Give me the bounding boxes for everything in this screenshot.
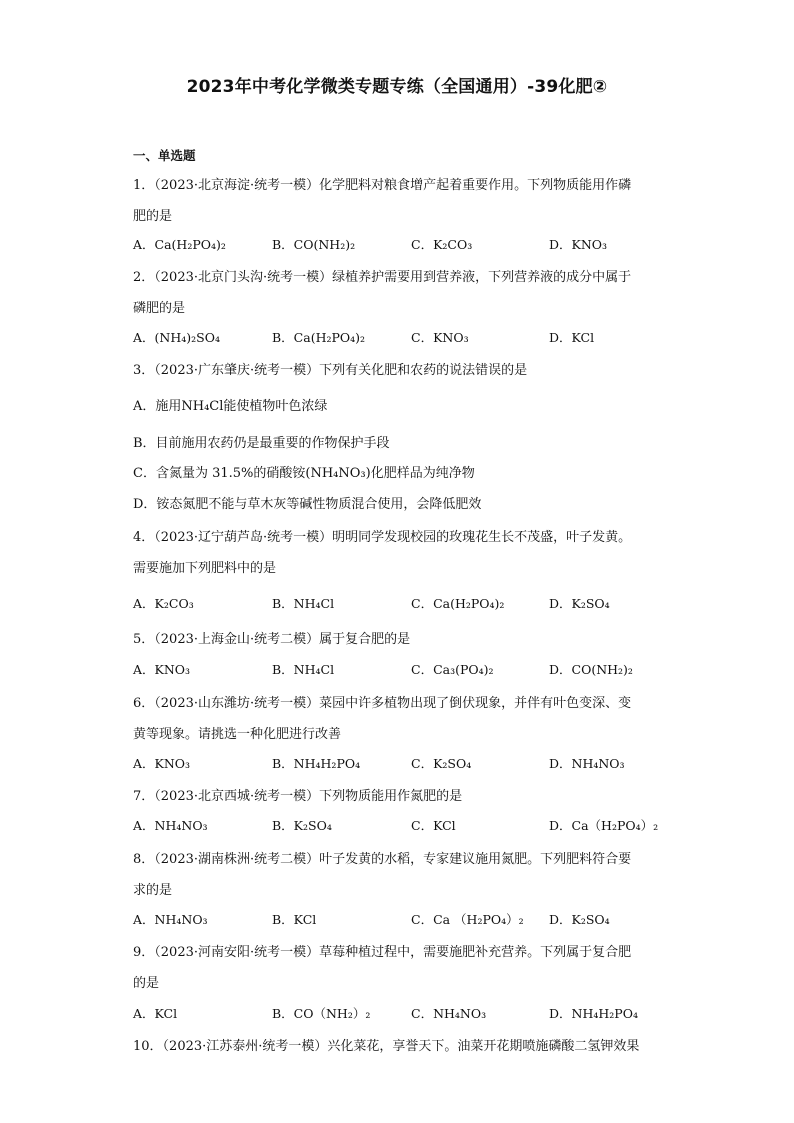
- question-9-stem-cont: 的是: [133, 976, 160, 991]
- question-1-stem-cont: 肥的是: [133, 209, 173, 224]
- question-5-stem: 5．（2023·上海金山·统考二模）属于复合肥的是: [133, 632, 411, 647]
- question-1-options: [133, 235, 693, 253]
- option-a[interactable]: A．(NH₄)₂SO₄: [133, 330, 220, 345]
- option-b[interactable]: B．CO(NH₂)₂: [272, 237, 356, 252]
- option-a[interactable]: A．K₂CO₃: [133, 596, 194, 611]
- question-2-stem-cont: 磷肥的是: [133, 301, 186, 316]
- page-title: 2023年中考化学微类专题专练（全国通用）-39化肥②: [186, 77, 608, 97]
- option-a[interactable]: A．KNO₃: [133, 662, 191, 677]
- option-d[interactable]: D．Ca（H₂PO₄）₂: [549, 818, 659, 833]
- option-a[interactable]: A．KNO₃: [133, 756, 191, 771]
- option-d[interactable]: D．NH₄H₂PO₄: [549, 1006, 638, 1021]
- option-a[interactable]: A．NH₄NO₃: [133, 818, 208, 833]
- question-8-stem-cont: 求的是: [133, 883, 173, 898]
- option-c[interactable]: C．K₂SO₄: [411, 756, 472, 771]
- question-3-choice-b[interactable]: B．目前施用农药仍是最重要的作物保护手段: [133, 436, 390, 451]
- question-1-stem: 1．（2023·北京海淀·统考一模）化学肥料对粮食增产起着重要作用。下列物质能用作磷: [133, 178, 632, 193]
- question-2-options: [133, 328, 693, 346]
- question-3-choice-a[interactable]: A．施用NH₄Cl能使植物叶色浓绿: [133, 399, 328, 414]
- option-a[interactable]: A．NH₄NO₃: [133, 912, 208, 927]
- question-5-options: [133, 660, 693, 678]
- option-b[interactable]: B．NH₄H₂PO₄: [272, 756, 361, 771]
- question-3-choice-d[interactable]: D．铵态氮肥不能与草木灰等碱性物质混合使用，会降低肥效: [133, 497, 482, 512]
- question-6-options: [133, 754, 693, 772]
- option-d[interactable]: D．KCl: [549, 330, 595, 345]
- option-c[interactable]: C．K₂CO₃: [411, 237, 473, 252]
- option-d[interactable]: D．K₂SO₄: [549, 912, 610, 927]
- question-3-choice-c[interactable]: C．含氮量为 31.5%的硝酸铵(NH₄NO₃)化肥样品为纯净物: [133, 466, 475, 481]
- option-d[interactable]: D．K₂SO₄: [549, 596, 610, 611]
- option-d[interactable]: D．CO(NH₂)₂: [549, 662, 633, 677]
- option-c[interactable]: C．Ca （H₂PO₄）₂: [411, 912, 524, 927]
- question-4-stem: 4．（2023·辽宁葫芦岛·统考一模）明明同学发现校园的玫瑰花生长不茂盛，叶子发黄。: [133, 530, 632, 545]
- option-a[interactable]: A．KCl: [133, 1006, 178, 1021]
- section-heading: 一、单选题: [133, 148, 196, 163]
- option-c[interactable]: C．KCl: [411, 818, 456, 833]
- option-c[interactable]: C．NH₄NO₃: [411, 1006, 487, 1021]
- question-10-stem: 10．（2023·江苏泰州·统考一模）兴化菜花，享誉天下。油菜开花期喷施磷酸二氢钾效果: [133, 1039, 640, 1054]
- question-8-options: [133, 910, 693, 928]
- option-b[interactable]: B．KCl: [272, 912, 317, 927]
- question-3-stem: 3．（2023·广东肇庆·统考一模）下列有关化肥和农药的说法错误的是: [133, 363, 528, 378]
- option-b[interactable]: B．NH₄Cl: [272, 662, 335, 677]
- question-9-stem: 9．（2023·河南安阳·统考一模）草莓种植过程中，需要施肥补充营养。下列属于复合肥: [133, 945, 632, 960]
- option-c[interactable]: C．KNO₃: [411, 330, 469, 345]
- question-8-stem: 8．（2023·湖南株洲·统考二模）叶子发黄的水稻，专家建议施用氮肥。下列肥料符合要: [133, 852, 632, 867]
- option-b[interactable]: B．Ca(H₂PO₄)₂: [272, 330, 366, 345]
- question-4-stem-cont: 需要施加下列肥料中的是: [133, 561, 277, 576]
- option-b[interactable]: B．NH₄Cl: [272, 596, 335, 611]
- option-b[interactable]: B．CO（NH₂）₂: [272, 1006, 371, 1021]
- question-7-options: [133, 816, 693, 834]
- question-6-stem: 6．（2023·山东潍坊·统考一模）菜园中许多植物出现了倒伏现象，并伴有叶色变深、变: [133, 696, 632, 711]
- option-a[interactable]: A．Ca(H₂PO₄)₂: [133, 237, 226, 252]
- question-2-stem: 2．（2023·北京门头沟·统考一模）绿植养护需要用到营养液，下列营养液的成分中属于: [133, 270, 632, 285]
- option-b[interactable]: B．K₂SO₄: [272, 818, 332, 833]
- question-4-options: [133, 594, 693, 612]
- option-d[interactable]: D．NH₄NO₃: [549, 756, 625, 771]
- option-d[interactable]: D．KNO₃: [549, 237, 608, 252]
- question-9-options: [133, 1004, 693, 1022]
- question-6-stem-cont: 黄等现象。请挑选一种化肥进行改善: [133, 727, 342, 742]
- option-c[interactable]: C．Ca(H₂PO₄)₂: [411, 596, 505, 611]
- question-7-stem: 7．（2023·北京西城·统考一模）下列物质能用作氮肥的是: [133, 789, 463, 804]
- option-c[interactable]: C．Ca₃(PO₄)₂: [411, 662, 494, 677]
